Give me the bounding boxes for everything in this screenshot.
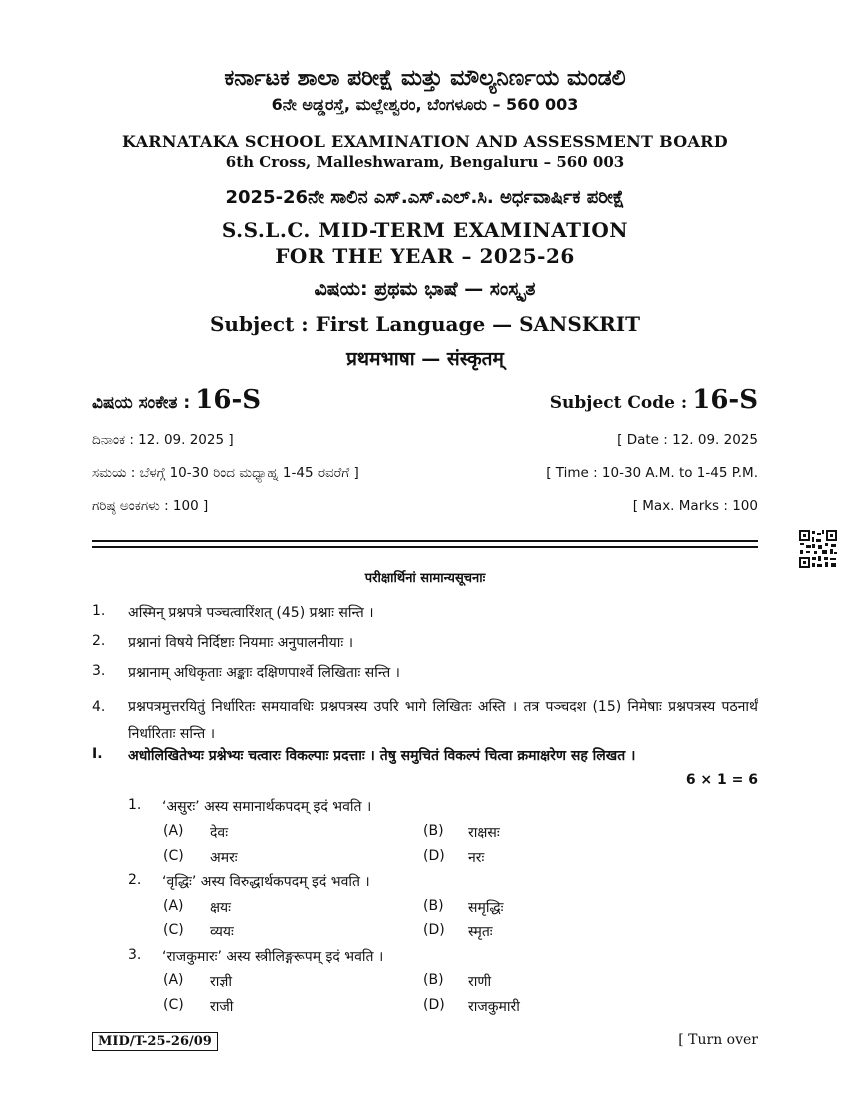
option-label: (A) (163, 972, 184, 988)
section-number: I. (92, 746, 103, 762)
subject-code-value-en: 16-S (692, 385, 758, 415)
subject-kannada: ವಿಷಯ: ಪ್ರಥಮ ಭಾಷೆ — ಸಂಸ್ಕೃತ (314, 278, 536, 300)
turn-over-note: [ Turn over (678, 1032, 758, 1048)
subject-code-label-en: Subject Code : (549, 393, 688, 413)
time-english: [ Time : 10-30 A.M. to 1-45 P.M. (546, 465, 758, 481)
instruction-number: 2. (92, 633, 106, 649)
option-text: राजी (210, 999, 234, 1015)
board-address-kannada: 6ನೇ ಅಡ್ಡರಸ್ತೆ, ಮಲ್ಲೇಶ್ವರಂ, ಬೆಂಗಳೂರು – 560 003 (271, 95, 579, 114)
instruction-item (0, 663, 850, 683)
section-marks: 6 × 1 = 6 (685, 772, 758, 788)
subject-code-kannada (92, 385, 261, 415)
subject-code-english (550, 385, 758, 415)
qr-code-icon (798, 529, 838, 569)
instruction-item (0, 603, 850, 623)
option-text: राज्ञी (210, 974, 232, 990)
question-number: 3. (128, 947, 142, 963)
option-label: (B) (423, 972, 444, 988)
board-address-english: 6th Cross, Malleshwaram, Bengaluru – 560 003 (225, 153, 625, 171)
instruction-number: 4. (92, 699, 106, 715)
paper-code: MID/T-25-26/09 (92, 1032, 218, 1051)
date-english: [ Date : 12. 09. 2025 (617, 432, 758, 448)
divider-rule-top (92, 540, 758, 542)
option-label: (D) (423, 997, 445, 1013)
divider-rule-bottom (92, 546, 758, 548)
option-label: (D) (423, 848, 445, 864)
option-text: क्षयः (210, 900, 231, 916)
option-text: राणी (468, 974, 492, 990)
option-label: (B) (423, 823, 444, 839)
option-text: व्ययः (210, 924, 234, 940)
max-marks-english: [ Max. Marks : 100 (632, 498, 758, 514)
section-instruction: अधोलिखितेभ्यः प्रश्नेभ्यः चत्वारः विकल्पाः प्रदत्ताः । तेषु समुचितं विकल्पं चित्वा क्रमाक्षरेण सह लिखत । (128, 748, 636, 764)
date-kannada: ದಿನಾಂಕ : 12. 09. 2025 ] (92, 432, 234, 448)
option-text: स्मृतः (468, 924, 493, 940)
option-label: (A) (163, 898, 184, 914)
instructions-heading: परीक्षार्थिनां सामान्यसूचनाः (364, 571, 486, 586)
instruction-text: प्रश्नपत्रमुत्तरयितुं निर्धारितः समयावधिः प्रश्नपत्रस्य उपरि भागे लिखितः अस्ति । तत्र पञ्चदश (15) निमेषाः प्रश्नपत्रस्य पठनार्थं निर्धारिताः सन्ति । (128, 699, 758, 742)
option-label: (C) (163, 922, 184, 938)
exam-title-line2: FOR THE YEAR – 2025-26 (275, 244, 575, 268)
option-label: (B) (423, 898, 444, 914)
subject-english: Subject : First Language — SANSKRIT (209, 312, 641, 336)
exam-title-line1: S.S.L.C. MID-TERM EXAMINATION (221, 218, 629, 242)
instruction-number: 3. (92, 663, 106, 679)
option-text: राजकुमारी (468, 999, 520, 1015)
question-text: ‘राजकुमारः’ अस्य स्त्रीलिङ्गरूपम् इदं भवति । (162, 949, 384, 965)
question-text: ‘असुरः’ अस्य समानार्थकपदम् इदं भवति । (162, 799, 372, 815)
instruction-text: प्रश्नानाम् अधिकृताः अङ्काः दक्षिणपार्श्वे लिखिताः सन्ति । (128, 665, 400, 681)
time-kannada: ಸಮಯ : ಬೆಳಗ್ಗೆ 10-30 ರಿಂದ ಮಧ್ಯಾಹ್ನ 1-45 ರವರೆಗೆ ] (92, 465, 359, 481)
instruction-item (0, 633, 850, 653)
instruction-item (0, 694, 850, 744)
option-label: (C) (163, 848, 184, 864)
option-text: अमरः (210, 850, 238, 866)
option-text: राक्षसः (468, 825, 500, 841)
board-name-english: KARNATAKA SCHOOL EXAMINATION AND ASSESSMENT BOARD (122, 132, 728, 151)
option-label: (A) (163, 823, 184, 839)
subject-code-label-kn: ವಿಷಯ ಸಂಕೇತ : (92, 393, 191, 413)
board-name-kannada: ಕರ್ನಾಟಕ ಶಾಲಾ ಪರೀಕ್ಷೆ ಮತ್ತು ಮೌಲ್ಯನಿರ್ಣಯ ಮಂಡಲಿ (224, 66, 626, 91)
instruction-number: 1. (92, 603, 106, 619)
question-number: 1. (128, 797, 142, 813)
subject-sanskrit: प्रथमभाषा — संस्कृतम् (346, 348, 504, 370)
instruction-text: प्रश्नानां विषये निर्दिष्टाः नियमाः अनुपालनीयाः । (128, 635, 353, 651)
subject-code-value-kn: 16-S (195, 385, 262, 415)
option-text: नरः (468, 850, 485, 866)
exam-title-kannada: 2025-26ನೇ ಸಾಲಿನ ಎಸ್.ಎಸ್.ಎಲ್.ಸಿ. ಅರ್ಧವಾರ್ಷಿಕ ಪರೀಕ್ಷೆ (225, 187, 625, 208)
option-label: (D) (423, 922, 445, 938)
question-text: ‘वृद्धिः’ अस्य विरुद्धार्थकपदम् इदं भवति । (162, 874, 370, 890)
option-text: देवः (210, 825, 229, 841)
option-label: (C) (163, 997, 184, 1013)
question-number: 2. (128, 872, 142, 888)
max-marks-kannada: ಗರಿಷ್ಠ ಅಂಕಗಳು : 100 ] (92, 498, 209, 514)
option-text: समृद्धिः (468, 900, 504, 916)
instruction-text: अस्मिन् प्रश्नपत्रे पञ्चत्वारिंशत् (45) प्रश्नाः सन्ति । (128, 605, 374, 621)
